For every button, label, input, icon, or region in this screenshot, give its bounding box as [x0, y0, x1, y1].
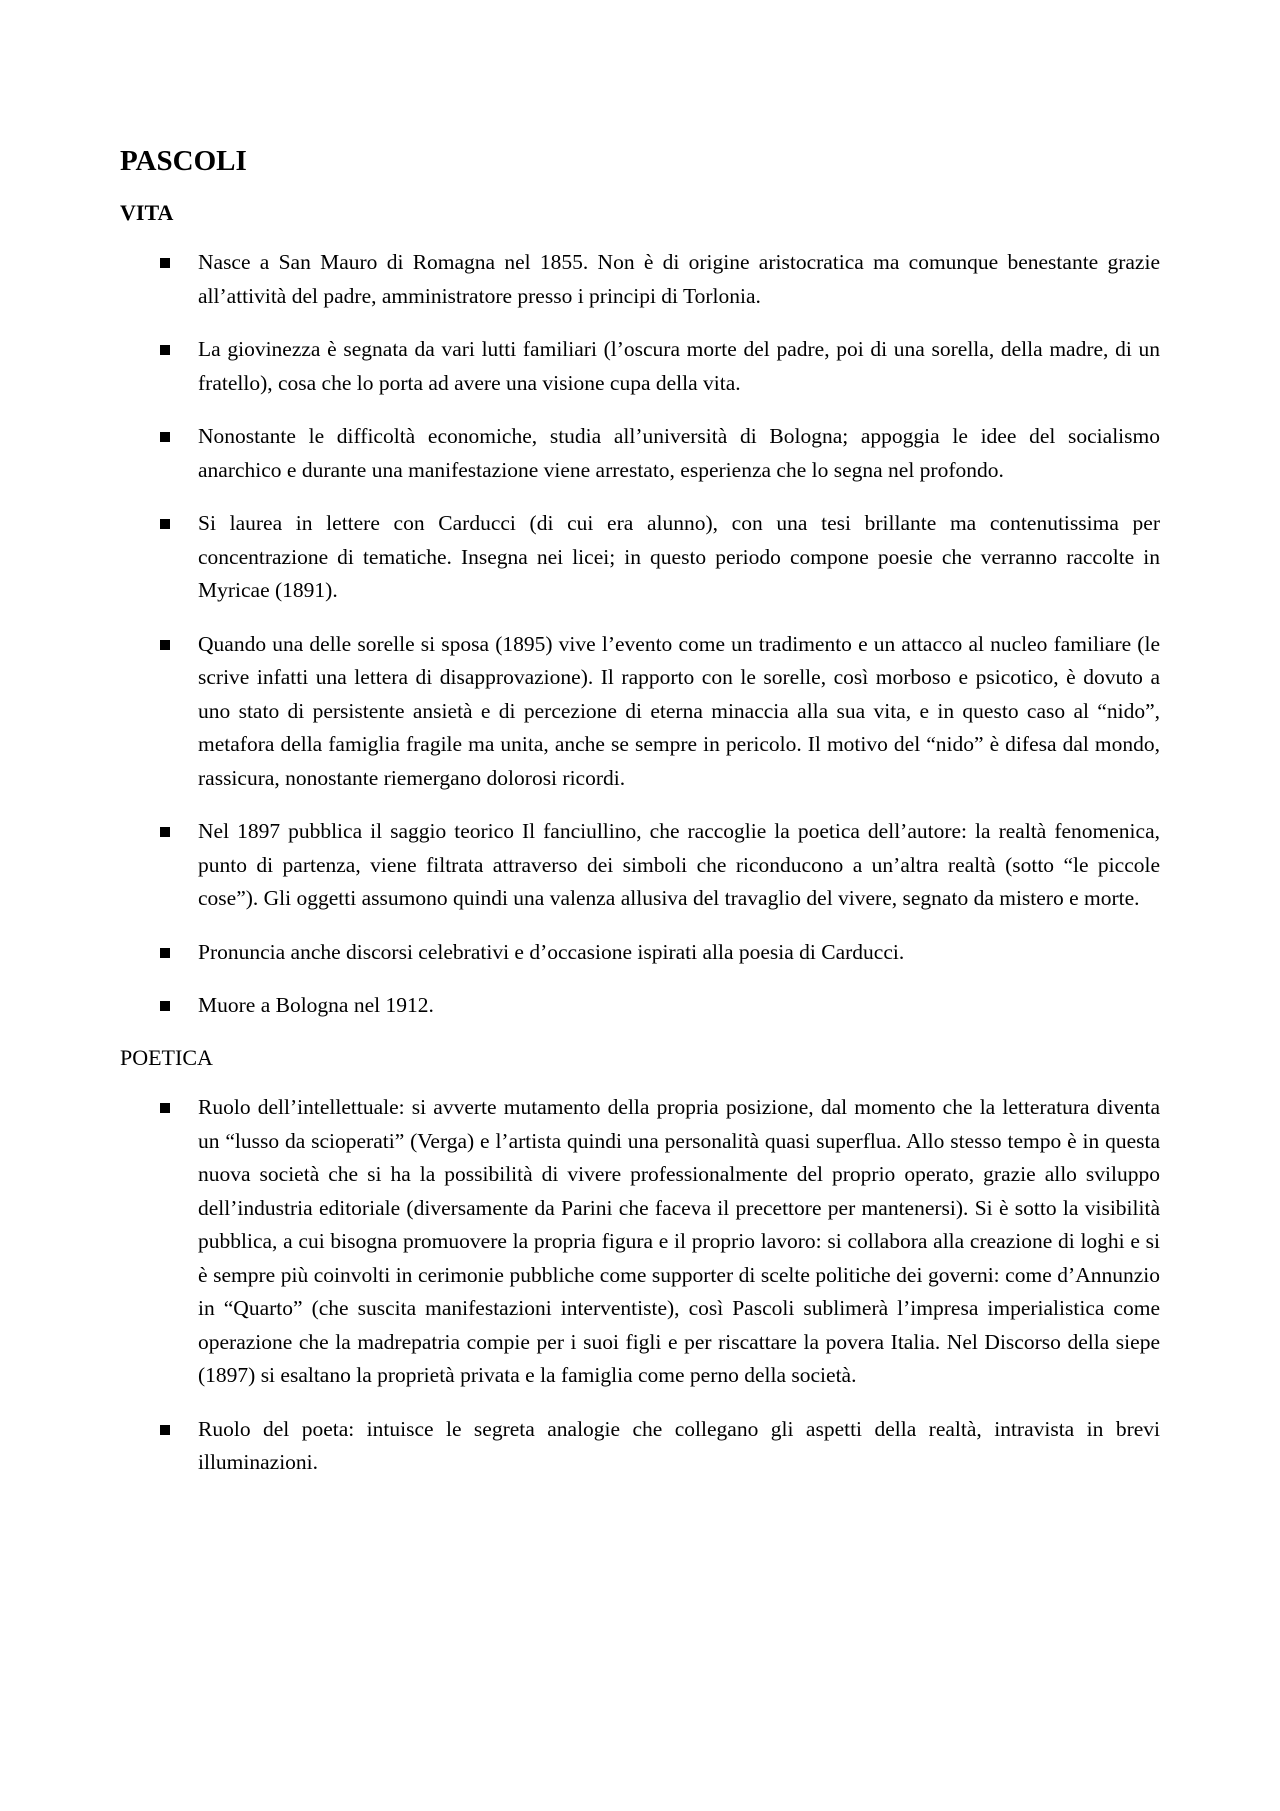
- square-bullet-icon: [160, 827, 170, 837]
- list-item-text: Ruolo dell’intellettuale: si avverte mutamento della propria posizione, dal momento che la letteratura diventa un “lusso da scioperati” (Verga) e l’artista quindi una personalità quasi superflua. Allo stesso tempo è in questa nuova società che si ha la possibilità di vivere professionalmente del proprio operato, grazie allo sviluppo dell’industria editoriale (diversamente da Parini che faceva il precettore per mantenersi). Si è sotto la visibilità pubblica, a cui bisogna promuovere la propria figura e il proprio lavoro: si collabora alla creazione di loghi e si è sempre più coinvolti in cerimonie pubbliche come supporter di scelte politiche dei governi: come d’Annunzio in “Quarto” (che suscita manifestazioni interventiste), così Pascoli sublimerà l’impresa imperialistica come operazione che la madrepatria compie per i suoi figli e per riscattare la povera Italia. Nel Discorso della siepe (1897) si esaltano la proprietà privata e la famiglia come perno della società.: [198, 1095, 1160, 1388]
- square-bullet-icon: [160, 519, 170, 529]
- list-item-text: Nasce a San Mauro di Romagna nel 1855. Non è di origine aristocratica ma comunque benestante grazie all’attività del padre, amministratore presso i principi di Torlonia.: [198, 250, 1160, 308]
- list-item: [120, 815, 1160, 916]
- document-title: PASCOLI: [120, 145, 247, 177]
- list-item-text: Nel 1897 pubblica il saggio teorico Il fanciullino, che raccoglie la poetica dell’autore: la realtà fenomenica, punto di partenza, viene filtrata attraverso dei simboli che riconducono a un’altra realtà (sotto “le piccole cose”). Gli oggetti assumono quindi una valenza allusiva del travaglio del vivere, segnato da mistero e morte.: [198, 819, 1160, 911]
- list-item: [120, 246, 1160, 313]
- square-bullet-icon: [160, 345, 170, 355]
- square-bullet-icon: [160, 1103, 170, 1113]
- square-bullet-icon: [160, 640, 170, 650]
- list-item: [120, 507, 1160, 608]
- list-item-text: La giovinezza è segnata da vari lutti familiari (l’oscura morte del padre, poi di una sorella, della madre, di un fratello), cosa che lo porta ad avere una visione cupa della vita.: [198, 337, 1160, 395]
- section-heading-poetica: POETICA: [120, 1044, 213, 1070]
- list-item: [120, 1413, 1160, 1480]
- document-page: [120, 146, 1160, 1500]
- list-item: [120, 333, 1160, 400]
- list-item: [120, 1091, 1160, 1393]
- poetica-bullet-list: [120, 1091, 1160, 1480]
- square-bullet-icon: [160, 258, 170, 268]
- square-bullet-icon: [160, 1425, 170, 1435]
- vita-bullet-list: [120, 246, 1160, 1023]
- square-bullet-icon: [160, 1001, 170, 1011]
- list-item-text: Muore a Bologna nel 1912.: [198, 993, 434, 1018]
- list-item: [120, 628, 1160, 796]
- list-item-text: Pronuncia anche discorsi celebrativi e d’occasione ispirati alla poesia di Carducci.: [198, 939, 905, 964]
- list-item: [120, 936, 1160, 970]
- list-item-text: Si laurea in lettere con Carducci (di cui era alunno), con una tesi brillante ma contenutissima per concentrazione di tematiche. Insegna nei licei; in questo periodo compone poesie che verranno raccolte in Myricae (1891).: [198, 511, 1160, 603]
- list-item: [120, 420, 1160, 487]
- section-heading-vita: VITA: [120, 199, 174, 225]
- list-item-text: Quando una delle sorelle si sposa (1895) vive l’evento come un tradimento e un attacco al nucleo familiare (le scrive infatti una lettera di disapprovazione). Il rapporto con le sorelle, così morboso e psicotico, è dovuto a uno stato di persistente ansietà e di percezione di eterna minaccia alla sua vita, e in questo caso al “nido”, metafora della famiglia fragile ma unita, anche se sempre in pericolo. Il motivo del “nido” è difesa dal mondo, rassicura, nonostante riemergano dolorosi ricordi.: [198, 631, 1160, 790]
- list-item: [120, 989, 1160, 1023]
- square-bullet-icon: [160, 948, 170, 958]
- list-item-text: Ruolo del poeta: intuisce le segreta analogie che collegano gli aspetti della realtà, intravista in brevi illuminazioni.: [198, 1416, 1160, 1475]
- square-bullet-icon: [160, 432, 170, 442]
- list-item-text: Nonostante le difficoltà economiche, studia all’università di Bologna; appoggia le idee del socialismo anarchico e durante una manifestazione viene arrestato, esperienza che lo segna nel profondo.: [198, 424, 1160, 482]
